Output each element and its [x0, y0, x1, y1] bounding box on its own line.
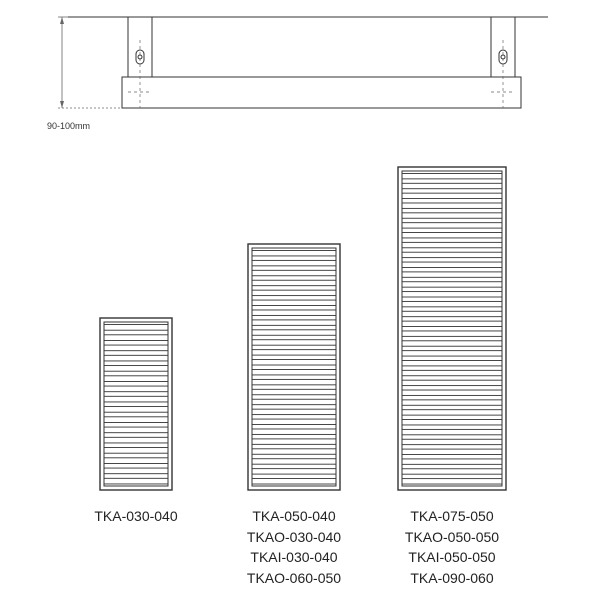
- dimension-line: [58, 17, 122, 108]
- model-label: TKA-030-040: [94, 508, 178, 524]
- model-label: TKAO-060-050: [246, 569, 342, 586]
- model-label: TKAO-030-040: [246, 528, 342, 545]
- models-small: [72, 506, 200, 527]
- radiator-frame-outer: [398, 167, 506, 490]
- mounting-side-view: [58, 17, 548, 108]
- model-label: TKA-050-040: [252, 508, 336, 524]
- radiator-body-side: [122, 77, 521, 108]
- model-label: TKA-075-050: [410, 508, 494, 524]
- models-large: [384, 506, 520, 588]
- radiator-small: [100, 318, 172, 490]
- model-label: TKAI-050-050: [408, 549, 496, 565]
- radiator-frame-outer: [100, 318, 172, 490]
- model-label: TKAI-030-040: [250, 549, 338, 565]
- model-label: TKAO-050-050: [404, 528, 500, 545]
- radiator-large: [398, 167, 506, 490]
- model-label: TKA-090-060: [410, 569, 494, 586]
- wall-distance-label: 90-100mm: [47, 121, 91, 131]
- models-medium: [226, 506, 362, 588]
- radiator-frame-outer: [248, 244, 340, 490]
- radiator-medium: [248, 244, 340, 490]
